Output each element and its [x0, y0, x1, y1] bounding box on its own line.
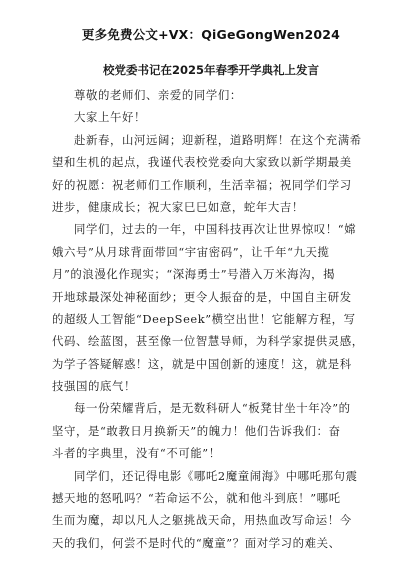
body-line: 坚守，是“敢教日月换新天”的魄力！他们告诉我们：奋 [52, 423, 341, 438]
body-line: 同学们，过去的一年，中国科技再次让世界惊叹！“嫦 [74, 222, 357, 237]
body-line: 每一份荣耀背后，是无数科研人“板凳甘坐十年冷”的 [74, 401, 351, 416]
body-line: 进步，健康成长；祝大家巳巳如意，蛇年大吉！ [52, 199, 304, 214]
body-line: 代码、绘蓝图，甚至像一位智慧导师，为科学家提供灵感， [52, 334, 364, 349]
body-line: 的超级人工智能“DeepSeek”横空出世！它能解方程，写 [52, 311, 356, 326]
body-line: 月”的浪漫化作现实；“深海勇士”号潜入万米海沟，揭 [52, 267, 336, 282]
body-line: 撼天地的怒吼吗？“若命运不公，就和他斗到底！”哪吒 [52, 491, 341, 506]
promo-banner: 更多免费公文+VX：QiGeGongWen2024 [81, 27, 341, 42]
body-line: 望和生机的起点，我谨代表校党委向大家致以新学期最美 [52, 155, 352, 170]
body-line: 赴新春，山河远阔；迎新程，道路明辉！在这个充满希 [74, 132, 362, 147]
body-line: 为学子答疑解惑！这，就是中国创新的速度！这，就是科 [52, 356, 352, 371]
body-line: 生而为魔，却以凡人之躯挑战天命，用热血改写命运！今 [52, 513, 352, 528]
body-line: 斗者的字典里，没有“不可能”！ [52, 446, 221, 461]
body-line: 尊敬的老师们、亲爱的同学们： [74, 88, 242, 102]
body-line: 天的我们，何尝不是时代的“魔童”？面对学习的难关、 [52, 535, 341, 550]
speech-body [52, 84, 370, 554]
body-line: 大家上午好！ [74, 110, 146, 125]
speech-title: 校党委书记在2025年春季开学典礼上发言 [102, 63, 319, 77]
body-line: 同学们，还记得电影《哪吒2魔童闹海》中哪吒那句震 [74, 468, 358, 483]
body-line: 开地球最深处神秘面纱；更令人振奋的是，中国自主研发 [52, 289, 352, 304]
body-line: 娥六号”从月球背面带回“宇宙密码”，让千年“九天揽 [52, 244, 330, 259]
body-line: 好的祝愿：祝老师们工作顺利，生活幸福；祝同学们学习 [52, 177, 352, 192]
body-line: 技强国的底气！ [52, 379, 136, 394]
